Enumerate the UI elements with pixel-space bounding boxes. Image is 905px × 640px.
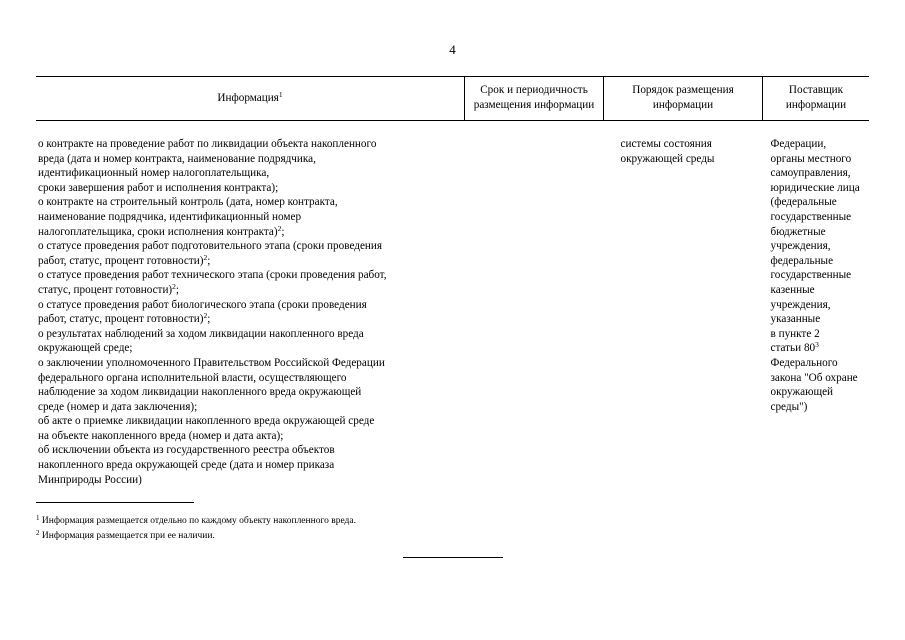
information-line: идентификационный номер налогоплательщика, (38, 167, 270, 180)
information-line: работ, статус, процент готовности)$^2$; (38, 252, 211, 267)
supplier-line: в пункте 2 (770, 327, 820, 340)
supplier-line: государственные (770, 269, 852, 282)
supplier-line: учреждения, (770, 298, 831, 311)
page-number: 4 (449, 42, 456, 57)
information-line: работ, статус, процент готовности)$^2$; (38, 311, 211, 326)
supplier-line: статьи $80^3$ (770, 340, 819, 355)
supplier-line: юридические лица (770, 181, 860, 194)
footnote-ref: 2 (203, 311, 208, 321)
placement-order-line: окружающей среды (620, 152, 715, 165)
footnote-ref: 2 (203, 252, 208, 262)
information-line: федерального органа исполнительной власти, осуществляющего (38, 371, 347, 384)
footnotes (36, 514, 356, 544)
footnote-marker: 2 (36, 529, 40, 537)
information-line: о статусе проведения работ подготовительного этапа (сроки проведения (38, 240, 383, 253)
header-period: Срок и периодичность размещения информации (465, 77, 604, 121)
supplier-line: указанные (770, 313, 821, 326)
footnote-item: $^2$ Информация размещается при ее наличии. (36, 529, 215, 541)
supplier-line: Федерального (770, 356, 838, 369)
supplier-line: государственные (770, 210, 852, 223)
information-line: об исключении объекта из государственного реестра объектов (38, 444, 335, 457)
information-line: об акте о приемке ликвидации накопленного вреда окружающей среде (38, 415, 375, 428)
footnote-item: $^1$ Информация размещается отдельно по каждому объекту накопленного вреда. (36, 514, 356, 526)
supplier-line: самоуправления, (770, 167, 851, 180)
information-line: вреда (дата и номер контракта, наименование подрядчика, (38, 152, 316, 165)
information-line: статус, процент готовности)$^2$; (38, 281, 180, 296)
supplier-line: среды") (770, 400, 808, 413)
information-line: налогоплательщика, сроки исполнения контракта)$^2$; (38, 223, 285, 238)
footnote-ref: 2 (277, 223, 282, 233)
information-line: на объекте накопленного вреда (номер и дата акта); (38, 429, 284, 442)
supplier-line: казенные (770, 283, 815, 296)
page-end-rule (403, 557, 503, 558)
header-footnote-ref: 1 (278, 89, 283, 99)
supplier-line: федеральные (770, 254, 834, 267)
information-line: сроки завершения работ и исполнения контракта); (38, 181, 279, 194)
cell-placement-order (604, 137, 763, 487)
header-placement-order: Порядок размещения информации (604, 77, 763, 121)
table-header-row (36, 77, 869, 121)
cell-supplier (763, 137, 870, 487)
footnote-marker: 1 (36, 514, 40, 522)
information-line: среде (номер и дата заключения); (38, 400, 198, 413)
table-row (36, 137, 869, 487)
cell-information (36, 137, 465, 487)
supplier-line: окружающей (770, 386, 834, 399)
information-line: о контракте на проведение работ по ликвидации объекта накопленного (38, 138, 377, 150)
information-line: накопленного вреда окружающей среде (дата и номер приказа (38, 459, 335, 472)
header-information: Информация$^1$ (36, 77, 465, 121)
supplier-line: учреждения, (770, 240, 831, 253)
table-spacer-row (36, 121, 869, 138)
information-line: окружающей среде; (38, 342, 133, 355)
placement-order-line: системы состояния (620, 138, 712, 150)
footnote-ref: 3 (815, 340, 819, 350)
cell-period (465, 137, 604, 487)
supplier-line: органы местного (770, 152, 852, 165)
header-supplier: Поставщик информации (763, 77, 870, 121)
information-line: наблюдение за ходом ликвидации накопленного вреда окружающей (38, 386, 362, 399)
information-line: наименование подрядчика, идентификационный номер (38, 210, 302, 223)
information-line: о статусе проведения работ технического этапа (сроки проведения работ, (38, 269, 387, 282)
footnote-divider (36, 502, 194, 503)
information-line: о заключении уполномоченного Правительством Российской Федерации (38, 356, 385, 369)
footnote-ref: 2 (172, 281, 176, 291)
supplier-line: Федерации, (770, 138, 827, 150)
information-line: о контракте на строительный контроль (дата, номер контракта, (38, 196, 338, 209)
information-line: о статусе проведения работ биологического этапа (сроки проведения (38, 298, 367, 311)
supplier-line: закона "Об охране (770, 371, 858, 384)
information-line: Минприроды России) (38, 473, 142, 486)
supplier-line: бюджетные (770, 225, 826, 238)
supplier-line: (федеральные (770, 196, 837, 209)
information-table (36, 76, 869, 487)
information-line: о результатах наблюдений за ходом ликвидации накопленного вреда (38, 327, 364, 340)
